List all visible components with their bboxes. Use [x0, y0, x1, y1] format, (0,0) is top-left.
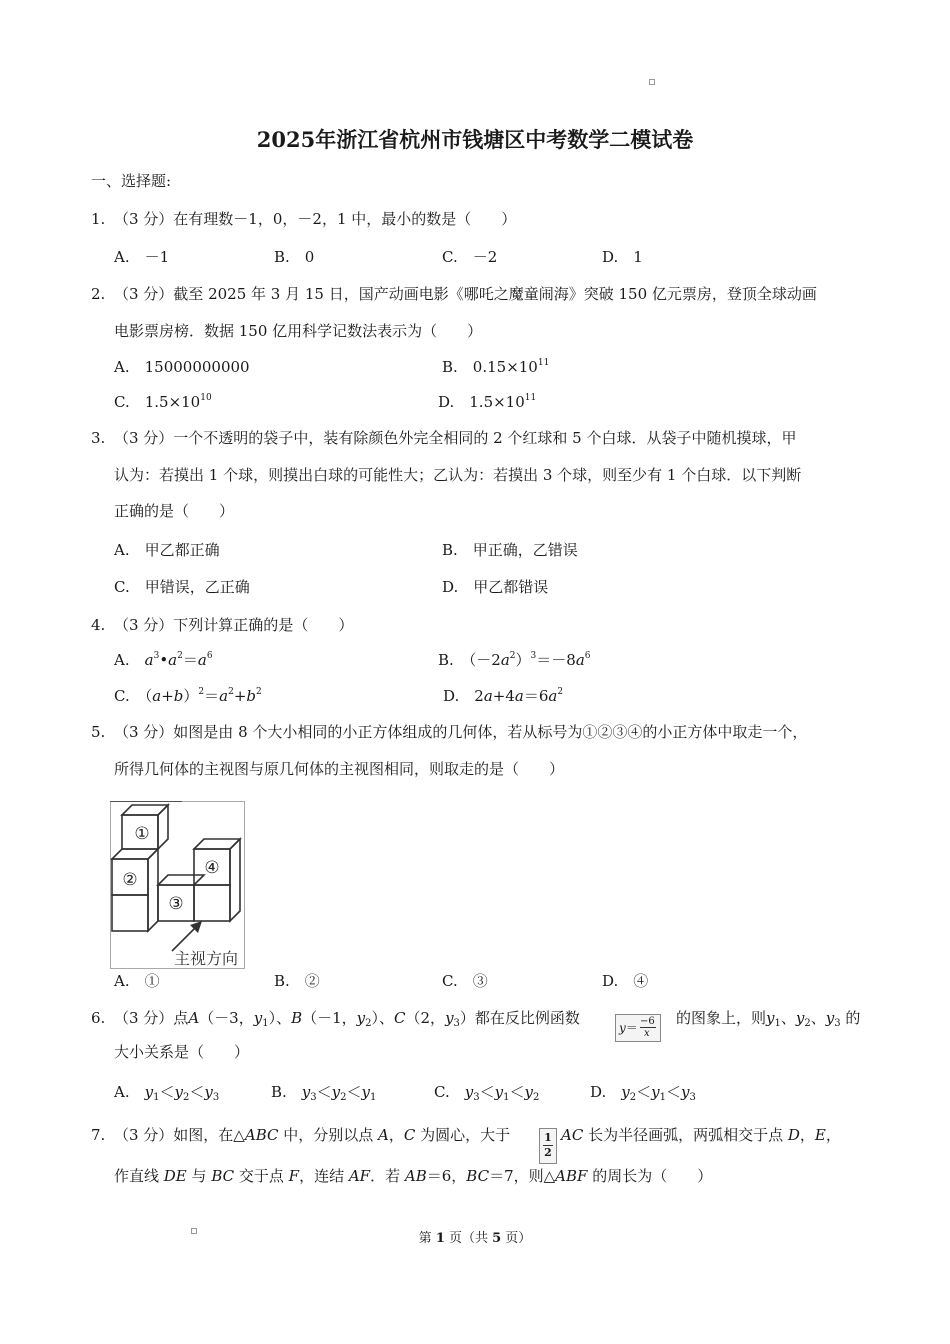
q6-number: 6.: [91, 1009, 106, 1027]
q4-option-d: D. $2a+4a=6a^2$: [443, 687, 564, 705]
q1-option-c: C. －2: [442, 248, 498, 266]
cube-label-3: ③: [168, 894, 184, 914]
q5-option-d: D. ④: [602, 972, 649, 990]
q3-option-c: C. 甲错误，乙正确: [114, 578, 250, 596]
q6-option-b: B. $y_3<y_2<y_1$: [271, 1083, 377, 1103]
page-footer: 第 1 页（共 5 页）: [418, 1231, 532, 1246]
q1-option-b: B. 0: [274, 248, 315, 266]
q2-option-b: B. $0.15\times 10^{11}$: [442, 358, 550, 376]
cube-figure: [110, 801, 245, 969]
q4-option-c: C. $(a+b)^2=a^2+b^2$: [114, 687, 262, 705]
q1-option-a: A. －1: [114, 248, 170, 266]
q7-stem-line1-tail: AC 长为半径画弧，两弧相交于点 D，E，: [561, 1126, 841, 1144]
cube-label-1: ①: [134, 824, 150, 844]
q2-stem-line1: （3 分）截至 2025 年 3 月 15 日，国产动画电影《哪吒之魔童闹海》突破 150 亿元票房，登顶全球动画: [114, 285, 817, 303]
q6-option-a: A. $y_1<y_2<y_3$: [114, 1083, 220, 1103]
page-title: 2025年浙江省杭州市钱塘区中考数学二模试卷: [256, 127, 694, 152]
corner-mark-icon: [649, 79, 655, 85]
q5-stem-line1: （3 分）如图是由 8 个大小相同的小正方体组成的几何体，若从标号为①②③④的小正方体中取走一个，: [114, 723, 808, 741]
q3-option-d: D. 甲乙都错误: [442, 578, 549, 596]
q2-stem-line2: 电影票房榜．数据 150 亿用科学记数法表示为（ ）: [114, 322, 483, 340]
q7-number: 7.: [91, 1126, 106, 1144]
q6-option-c: C. $y_3<y_1<y_2$: [434, 1083, 540, 1103]
q3-stem-line3: 正确的是（ ）: [114, 502, 235, 520]
q4-number: 4.: [91, 616, 106, 634]
q4-option-b: B. $(-2a^2)^3=-8a^6$: [438, 651, 591, 669]
cube-label-2: ②: [122, 870, 138, 890]
q6-function-formula: y＝ −6 x: [615, 1014, 661, 1042]
q5-number: 5.: [91, 723, 106, 741]
q1-stem: （3 分）在有理数－1，0，－2，1 中，最小的数是（ ）: [114, 210, 517, 228]
q3-option-a: A. 甲乙都正确: [114, 541, 220, 559]
q2-option-a: A. 15000000000: [114, 358, 250, 376]
q2-option-c: C. $1.5\times 10^{10}$: [114, 393, 212, 411]
q3-stem-line1: （3 分）一个不透明的袋子中，装有除颜色外完全相同的 2 个红球和 5 个白球．从袋子中随机摸球，甲: [114, 429, 797, 447]
q6-option-d: D. $y_2<y_1<y_3$: [590, 1083, 696, 1103]
q2-number: 2.: [91, 285, 106, 303]
q1-number: 1.: [91, 210, 106, 228]
q4-option-a: A. $a^3•a^2=a^6$: [114, 651, 213, 669]
q3-option-b: B. 甲正确，乙错误: [442, 541, 578, 559]
section-heading: 一、选择题:: [91, 172, 172, 190]
q6-stem-line1-tail: 的图象上，则$y_1$、$y_2$、$y_3$ 的: [676, 1009, 861, 1029]
q7-stem-line2: 作直线 DE 与 BC 交于点 F，连结 AF．若 AB＝6，BC＝7，则△ABF 的周长为（ ）: [114, 1167, 713, 1185]
q5-stem-line2: 所得几何体的主视图与原几何体的主视图相同，则取走的是（ ）: [114, 760, 565, 778]
cube-label-4: ④: [204, 858, 220, 878]
q6-stem-line2: 大小关系是（ ）: [114, 1043, 250, 1061]
q3-number: 3.: [91, 429, 106, 447]
q6-stem-line1: （3 分）点A（－3，$y_1$）、B（－1，$y_2$）、C（2，$y_3$）都在反比例函数: [114, 1009, 580, 1029]
q5-option-a: A. ①: [114, 972, 160, 990]
q4-stem: （3 分）下列计算正确的是（ ）: [114, 616, 354, 634]
q1-option-d: D. 1: [602, 248, 643, 266]
q7-stem-line1: （3 分）如图，在△ABC 中，分别以点 A，C 为圆心，大于: [114, 1126, 511, 1144]
q3-stem-line2: 认为：若摸出 1 个球，则摸出白球的可能性大；乙认为：若摸出 3 个球，则至少有 1 个白球．以下判断: [114, 466, 802, 484]
q7-half-fraction: 1 2: [539, 1128, 557, 1164]
q5-option-b: B. ②: [274, 972, 320, 990]
q5-option-c: C. ③: [442, 972, 488, 990]
q2-option-d: D. $1.5\times 10^{11}$: [438, 393, 537, 411]
cube-caption: 主视方向: [173, 949, 239, 968]
